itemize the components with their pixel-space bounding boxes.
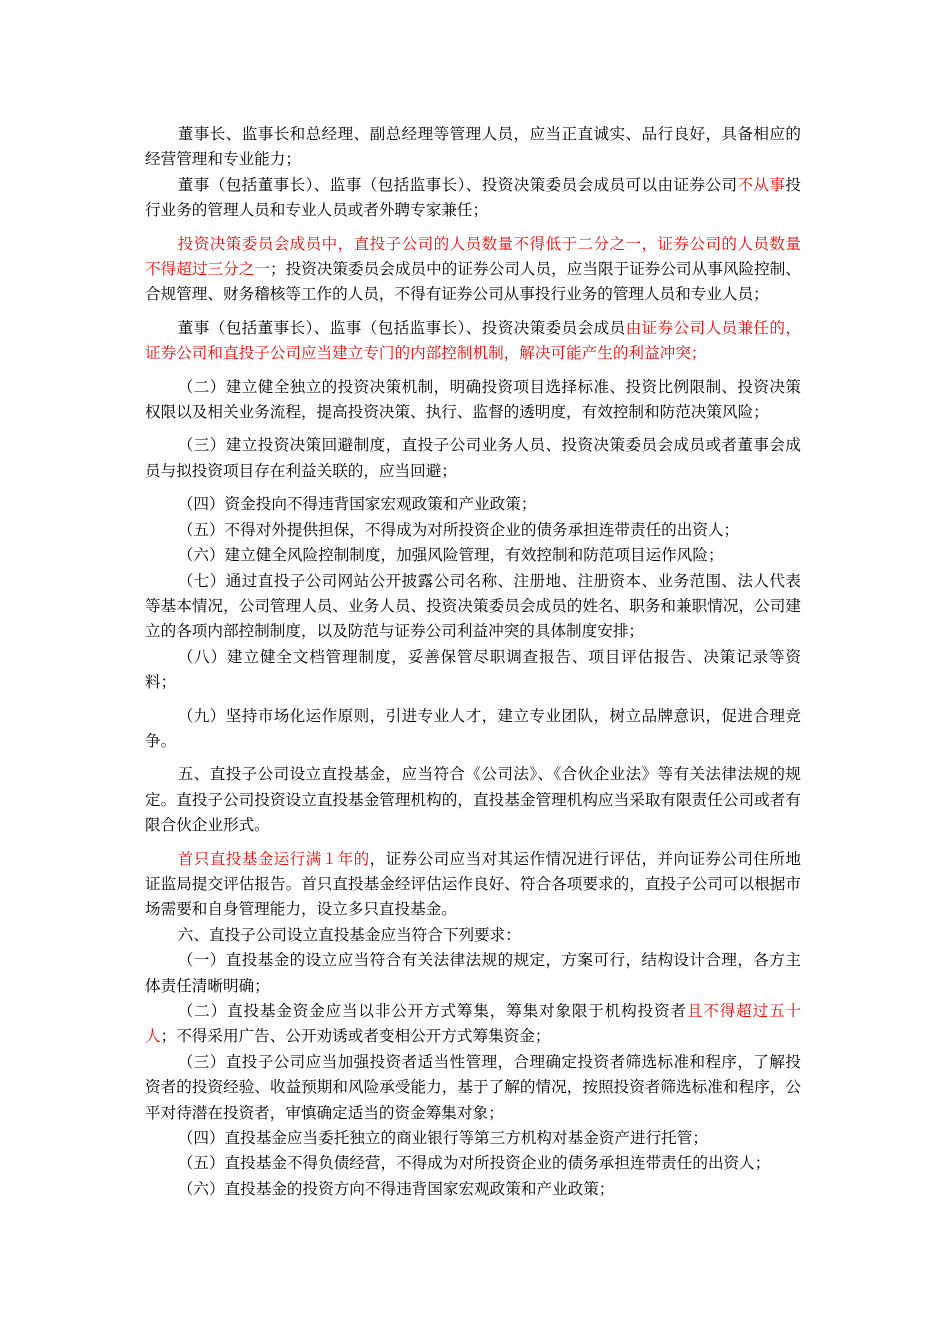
highlighted-text: 投资决策委员会成员中，直投子公司的人员数量不得低于二分之一，证券公司的人员数量不得超过三分之一: [145, 234, 801, 279]
paragraph: [145, 645, 801, 696]
text-run: （八）建立健全文档管理制度，妥善保管尽职调查报告、项目评估报告、决策记录等资料；: [145, 647, 801, 692]
paragraph: [145, 518, 801, 543]
paragraph: [145, 762, 801, 838]
paragraph: [145, 1126, 801, 1151]
paragraph: [145, 316, 801, 367]
text-run: 董事长、监事长和总经理、副总经理等管理人员，应当正直诚实、品行良好，具备相应的经营管理和专业能力；: [145, 125, 801, 169]
paragraph: [145, 492, 801, 517]
paragraph: [145, 543, 801, 568]
text-run: （四）直投基金应当委托独立的商业银行等第三方机构对基金资产进行托管；: [177, 1129, 708, 1148]
text-run: ，证券公司应当对其运作情况进行评估，并向证券公司住所地证监局提交评估报告。首只直投基金经评估运作良好、符合各项要求的，直投子公司可以根据市场需要和自身管理能力，设立多只直投基金。: [145, 849, 801, 919]
text-run: （三）直投子公司应当加强投资者适当性管理，合理确定投资者筛选标准和程序，了解投资者的投资经验、收益预期和风险承受能力，基于了解的情况，按照投资者筛选标准和程序，公平对待潜在投资者，审慎确定适当的资金筹集对象；: [145, 1052, 801, 1122]
text-run: ；投资决策委员会成员中的证券公司人员，应当限于证券公司从事风险控制、合规管理、财务稽核等工作的人员，不得有证券公司从事投行业务的管理人员和专业人员；: [145, 260, 801, 304]
document-body: [145, 122, 801, 1202]
text-run: 董事（包括董事长）、监事（包括监事长）、投资决策委员会成员可以由证券公司: [177, 175, 738, 194]
text-run: 五、直投子公司设立直投基金，应当符合《公司法》、《合伙企业法》等有关法律法规的规定。直投子公司投资设立直投基金管理机构的，直投基金管理机构应当采取有限责任公司或者有限合伙企业形式。: [145, 765, 801, 835]
text-run: （九）坚持市场化运作原则，引进专业人才，建立专业团队，树立品牌意识，促进合理竞争。: [145, 706, 801, 750]
paragraph: [145, 122, 801, 173]
paragraph: [145, 375, 801, 426]
text-run: ；不得采用广告、公开劝诱或者变相公开方式筹集资金；: [160, 1027, 551, 1046]
highlighted-text: 且不得超过五十人: [145, 1002, 801, 1046]
highlighted-text: 首只直投基金运行满１年的: [177, 849, 370, 868]
paragraph: [145, 999, 801, 1050]
text-run: 投行业务的管理人员和专业人员或者外聘专家兼任；: [145, 175, 801, 220]
paragraph: [145, 569, 801, 645]
text-run: （五）直投基金不得负债经营，不得成为对所投资企业的债务承担连带责任的出资人；: [177, 1154, 771, 1173]
paragraph: [145, 1151, 801, 1176]
text-run: （三）建立投资决策回避制度，直投子公司业务人员、投资决策委员会成员或者董事会成员与拟投资项目存在利益关联的，应当回避；: [145, 436, 801, 480]
paragraph: [145, 232, 801, 308]
paragraph: [145, 1050, 801, 1126]
text-run: 六、直投子公司设立直投基金应当符合下列要求：: [177, 925, 521, 944]
highlighted-text: 由证券公司人员兼任的，证券公司和直投子公司应当建立专门的内部控制机制，解决可能产生的利益冲突；: [145, 318, 801, 363]
paragraph: [145, 173, 801, 224]
text-run: （六）建立健全风险控制制度，加强风险管理，有效控制和防范项目运作风险；: [177, 546, 724, 565]
text-run: （二）直投基金资金应当以非公开方式筹集，筹集对象限于机构投资者: [177, 1002, 687, 1020]
text-run: （一）直投基金的设立应当符合有关法律法规的规定，方案可行，结构设计合理，各方主体责任清晰明确；: [145, 951, 801, 995]
highlighted-text: 不从事: [737, 175, 786, 194]
text-run: （六）直投基金的投资方向不得违背国家宏观政策和产业政策；: [177, 1179, 615, 1198]
text-run: （二）建立健全独立的投资决策机制，明确投资项目选择标准、投资比例限制、投资决策权限以及相关业务流程，提高投资决策、执行、监督的透明度，有效控制和防范决策风险；: [145, 377, 801, 422]
text-run: （五）不得对外提供担保，不得成为对所投资企业的债务承担连带责任的出资人；: [177, 520, 740, 539]
paragraph: [145, 948, 801, 999]
paragraph: [145, 1177, 801, 1202]
paragraph: [145, 704, 801, 755]
text-run: 董事（包括董事长）、监事（包括监事长）、投资决策委员会成员: [177, 318, 626, 337]
text-run: （四）资金投向不得违背国家宏观政策和产业政策；: [177, 495, 537, 514]
paragraph: [145, 847, 801, 923]
paragraph: [145, 433, 801, 484]
text-run: （七）通过直投子公司网站公开披露公司名称、注册地、注册资本、业务范围、法人代表等基本情况，公司管理人员、业务人员、投资决策委员会成员的姓名、职务和兼职情况，公司建立的各项内部控制制度，以及防范与证券公司利益冲突的具体制度安排；: [145, 571, 801, 641]
paragraph: [145, 923, 801, 948]
